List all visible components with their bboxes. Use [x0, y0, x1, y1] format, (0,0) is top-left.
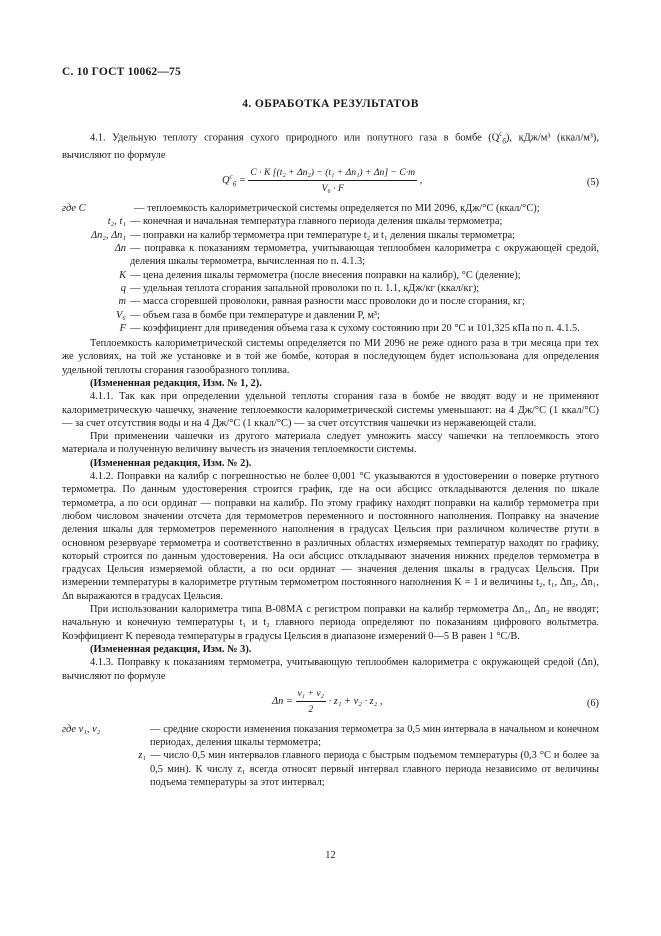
paragraph-4-1-2: 4.1.2. Поправки на калибр с погрешностью не более 0,001 °С указываются в удостоверении о поверке ртутного термометра. По данным удостоверения строится график, где на оси абсцисс откладываются деления по шкале термометра, а по оси ординат — поправки на калибр. По этому графику находят поправки на калибр термометра при любом числовом значении отсчета для термометров переменного и постоянного наполнения. Поправку на значение деления шкалы для термометров переменного наполнения в градусах Цельсия при различном количестве ртути в основном резервуаре термометра и соответственно в различных областях измеряемых температур находят по графику, который строится по данным удостоверения. На оси абсцисс откладывают значения нижних пределов термометра в градусах Цельсия измеряемой области, а по оси ординат — значения деления шкалы в градусах Цельсия. При измерении температуры в калориметре ртутным термометром постоянного наполнения K = 1 и величины t₂, t₁, Δn₂, Δn₁, Δn выражаются в градусах Цельсия. — [62, 471, 599, 602]
formula-5-fraction — [248, 166, 417, 196]
formula-5-number: (5) — [586, 177, 599, 189]
definition-item: z₁ — число 0,5 мин интервалов главного периода с быстрым подъемом температуры (0,3 °С и более за 0,5 мин). К числу z₁ всегда относят первый интервал главного периода независимо от величины подъема температуры за этот интервал; — [138, 750, 599, 789]
formula-6-numerator: v₁ + v₂ — [296, 687, 326, 702]
amendment-note-3: (Измененная редакция, Изм. № 3). — [90, 643, 252, 655]
formula-5-denominator: V₆ · F — [321, 183, 344, 195]
definition-item: K — цена деления шкалы термометра (после внесения поправки на калибр), °С (деление); — [119, 269, 521, 281]
paragraph-4-1: 4.1. Удельную теплоту сгорания сухого природного или попутного газа в бомбе $(Q^с_б)$, кДж/м³ (ккал/м³), вычисляют по формуле — [62, 130, 599, 161]
paragraph-4-1-1: 4.1.1. Так как при определении удельной теплоты сгорания газа в бомбе не вводят воду и не применяют калориметрическую чашечку, значение теплоемкости калориметрической системы уменьшают: на 4 Дж/°С (1 ккал/°С) — за счет отсутствия воды и на 4 Дж/°С (1 ккал/°С) — за счет отсутствия чашечки из нержавеющей стали. — [62, 391, 599, 429]
formula-6-lhs: Δn = — [272, 696, 293, 708]
section-title: 4. ОБРАБОТКА РЕЗУЛЬТАТОВ — [242, 98, 419, 110]
document-body — [62, 128, 599, 791]
definition-item: где v₁, v₂ — средние скорости изменения показания термометра за 0,5 мин интервала в начальном и конечном периодах, деления шкалы термометра; — [62, 723, 599, 749]
definition-item: m — масса сгоревшей проволоки, равная разности масс проволоки до и после сгорания, кг; — [118, 296, 526, 308]
formula-6 — [62, 687, 599, 721]
amendment-note-2: (Измененная редакция, Изм. № 2). — [90, 457, 252, 469]
paragraph-cup-material: При применении чашечки из другого материала следует умножить массу чашечки на теплоемкость этого материала и полученную величину вычесть из значения теплоемкости системы. — [62, 431, 599, 456]
paragraph-heat-capacity: Теплоемкость калориметрической системы определяется по МИ 2096 не реже одного раза в три месяца при тех же условиях, на той же установке и в той же бомбе, которая в последующем будет использована для определения удельной теплоты сгорания газообразного топлива. — [62, 338, 599, 376]
definition-item: q — удельная теплота сгорания запальной проволоки по п. 1.1, кДж/кг (ккал/кг); — [120, 282, 480, 294]
definition-item: V₆ — объем газа в бомбе при температуре и давлении P, м³; — [116, 309, 380, 321]
formula-6-rest: · z₁ + v₂ · z₂ , — [328, 696, 383, 708]
definition-item: Δn — поправка к показаниям термометра, учитывающая теплообмен калориметра с окружающей средой, деления шкалы термометра, вычисленная по п. 4.1.3; — [114, 243, 599, 268]
formula-5-lhs: Q — [222, 175, 230, 187]
definitions-list-2 — [62, 723, 599, 789]
formula-6-denominator: 2 — [308, 704, 314, 716]
formula-6-number: (6) — [586, 697, 599, 709]
formula-5-numerator: C · K [(t₂ + Δn₂) − (t₁ + Δn₁) + Δn] − C·m — [248, 166, 417, 181]
page-number: 12 — [325, 850, 336, 861]
definition-item: Δn₂, Δn₁ — поправки на калибр термометра при температуре t₂ и t₁ деления шкалы термометра; — [90, 229, 516, 241]
paragraph-calorimeter-b08ma: При использовании калориметра типа В-08МА с регистром поправки на калибр термометра Δn₁, Δn₂ не вводят; начальную и конечную температуры t₁ и t₂ главного периода определяют по показаниям цифрового вольтметра. Коэффициент K перевода температуры в градусы Цельсия в диапазоне измерений 0—5 В равен 1 °С/В. — [62, 604, 599, 642]
definition-item: где C — теплоемкость калориметрической системы определяется по МИ 2096, кДж/°С (ккал/°С); — [62, 203, 540, 215]
amendment-note-1: (Измененная редакция, Изм. № 1, 2). — [90, 378, 262, 389]
formula-6-fraction — [296, 687, 326, 717]
definitions-list — [62, 202, 599, 335]
formula-5: $Q^с_б$ = $\frac{\text{C · K [(t₂ + Δn₂) − (t₁ + Δn₁) + Δn] − C·m}}{\text{V₆ · F}}$ , (5) — [222, 167, 599, 195]
paragraph-4-1-3: 4.1.3. Поправку к показаниям термометра, учитывающую теплообмен калориметра с окружающей средой (Δn), вычисляют по формуле — [62, 657, 599, 682]
definition-item: F — коэффициент для приведения объема газа к сухому состоянию при 20 °С и 101,325 кПа по п. 4.1.5. — [119, 322, 580, 334]
page-header: С. 10 ГОСТ 10062—75 — [62, 66, 181, 78]
definition-item: t₂, t₁ — конечная и начальная температура главного периода деления шкалы термометра; — [107, 216, 503, 228]
